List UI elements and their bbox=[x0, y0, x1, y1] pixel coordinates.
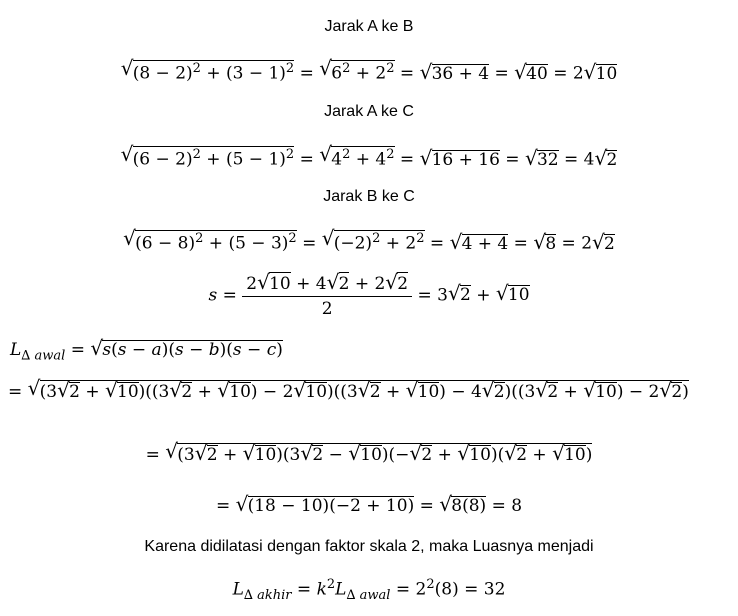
equation-heron-formula: $L_{\Delta awal}$ = √ s(s − a)(s − b)(s − c) bbox=[10, 340, 738, 362]
heading-jarak-bc: Jarak B ke C bbox=[323, 188, 415, 205]
note-dilatasi: Karena didilatasi dengan faktor skala 2, maka Luasnya menjadi bbox=[144, 538, 594, 555]
equation-jarak-ac: √ $(6 - 2)^2 + (5 - 1)^2$ = √ $4^2 + 4^2$ = √ 16 + 16 = √ 32 = 4√ 2 bbox=[0, 146, 738, 169]
heading-jarak-ab: Jarak A ke B bbox=[324, 18, 414, 35]
equation-heron-expanded: = √ (3√ 2 + √ 10)((3√ 2 + √ 10) − 2√ 10)((3√ 2 + √ 10) − 4√ 2)((3√ 2 + √ 10) − 2√ 2) bbox=[8, 380, 738, 402]
equation-semi-perimeter: s = $\frac{2√ 10 + 4√ 2 + 2√ 2}{2}$ = 3√ 2 + √ 10 bbox=[0, 272, 738, 320]
equation-final-area: $L_{\Delta akhir} = k^2L_{\Delta awal} = 2^2(8) = 32$ bbox=[232, 577, 506, 604]
equation-heron-simplified: = √ (3√ 2 + √ 10)(3√ 2 − √ 10)(−√ 2 + √ 10)(√ 2 + √ 10) bbox=[0, 443, 738, 465]
heading-jarak-ac: Jarak A ke C bbox=[324, 103, 414, 120]
equation-jarak-ab: √ $(8 - 2)^2 + (3 - 1)^2$ = √ $6^2 + 2^2$ = √ 36 + 4 = √ 40 = 2√ 10 bbox=[0, 60, 738, 83]
equation-jarak-bc: √ $(6 - 8)^2 + (5 - 3)^2$ = √ $(-2)^2 + 2^2$ = √ 4 + 4 = √ 8 = 2√ 2 bbox=[0, 230, 738, 253]
equation-heron-result: = √ (18 − 10)(−2 + 10) = √ 8(8) = 8 bbox=[0, 496, 738, 515]
